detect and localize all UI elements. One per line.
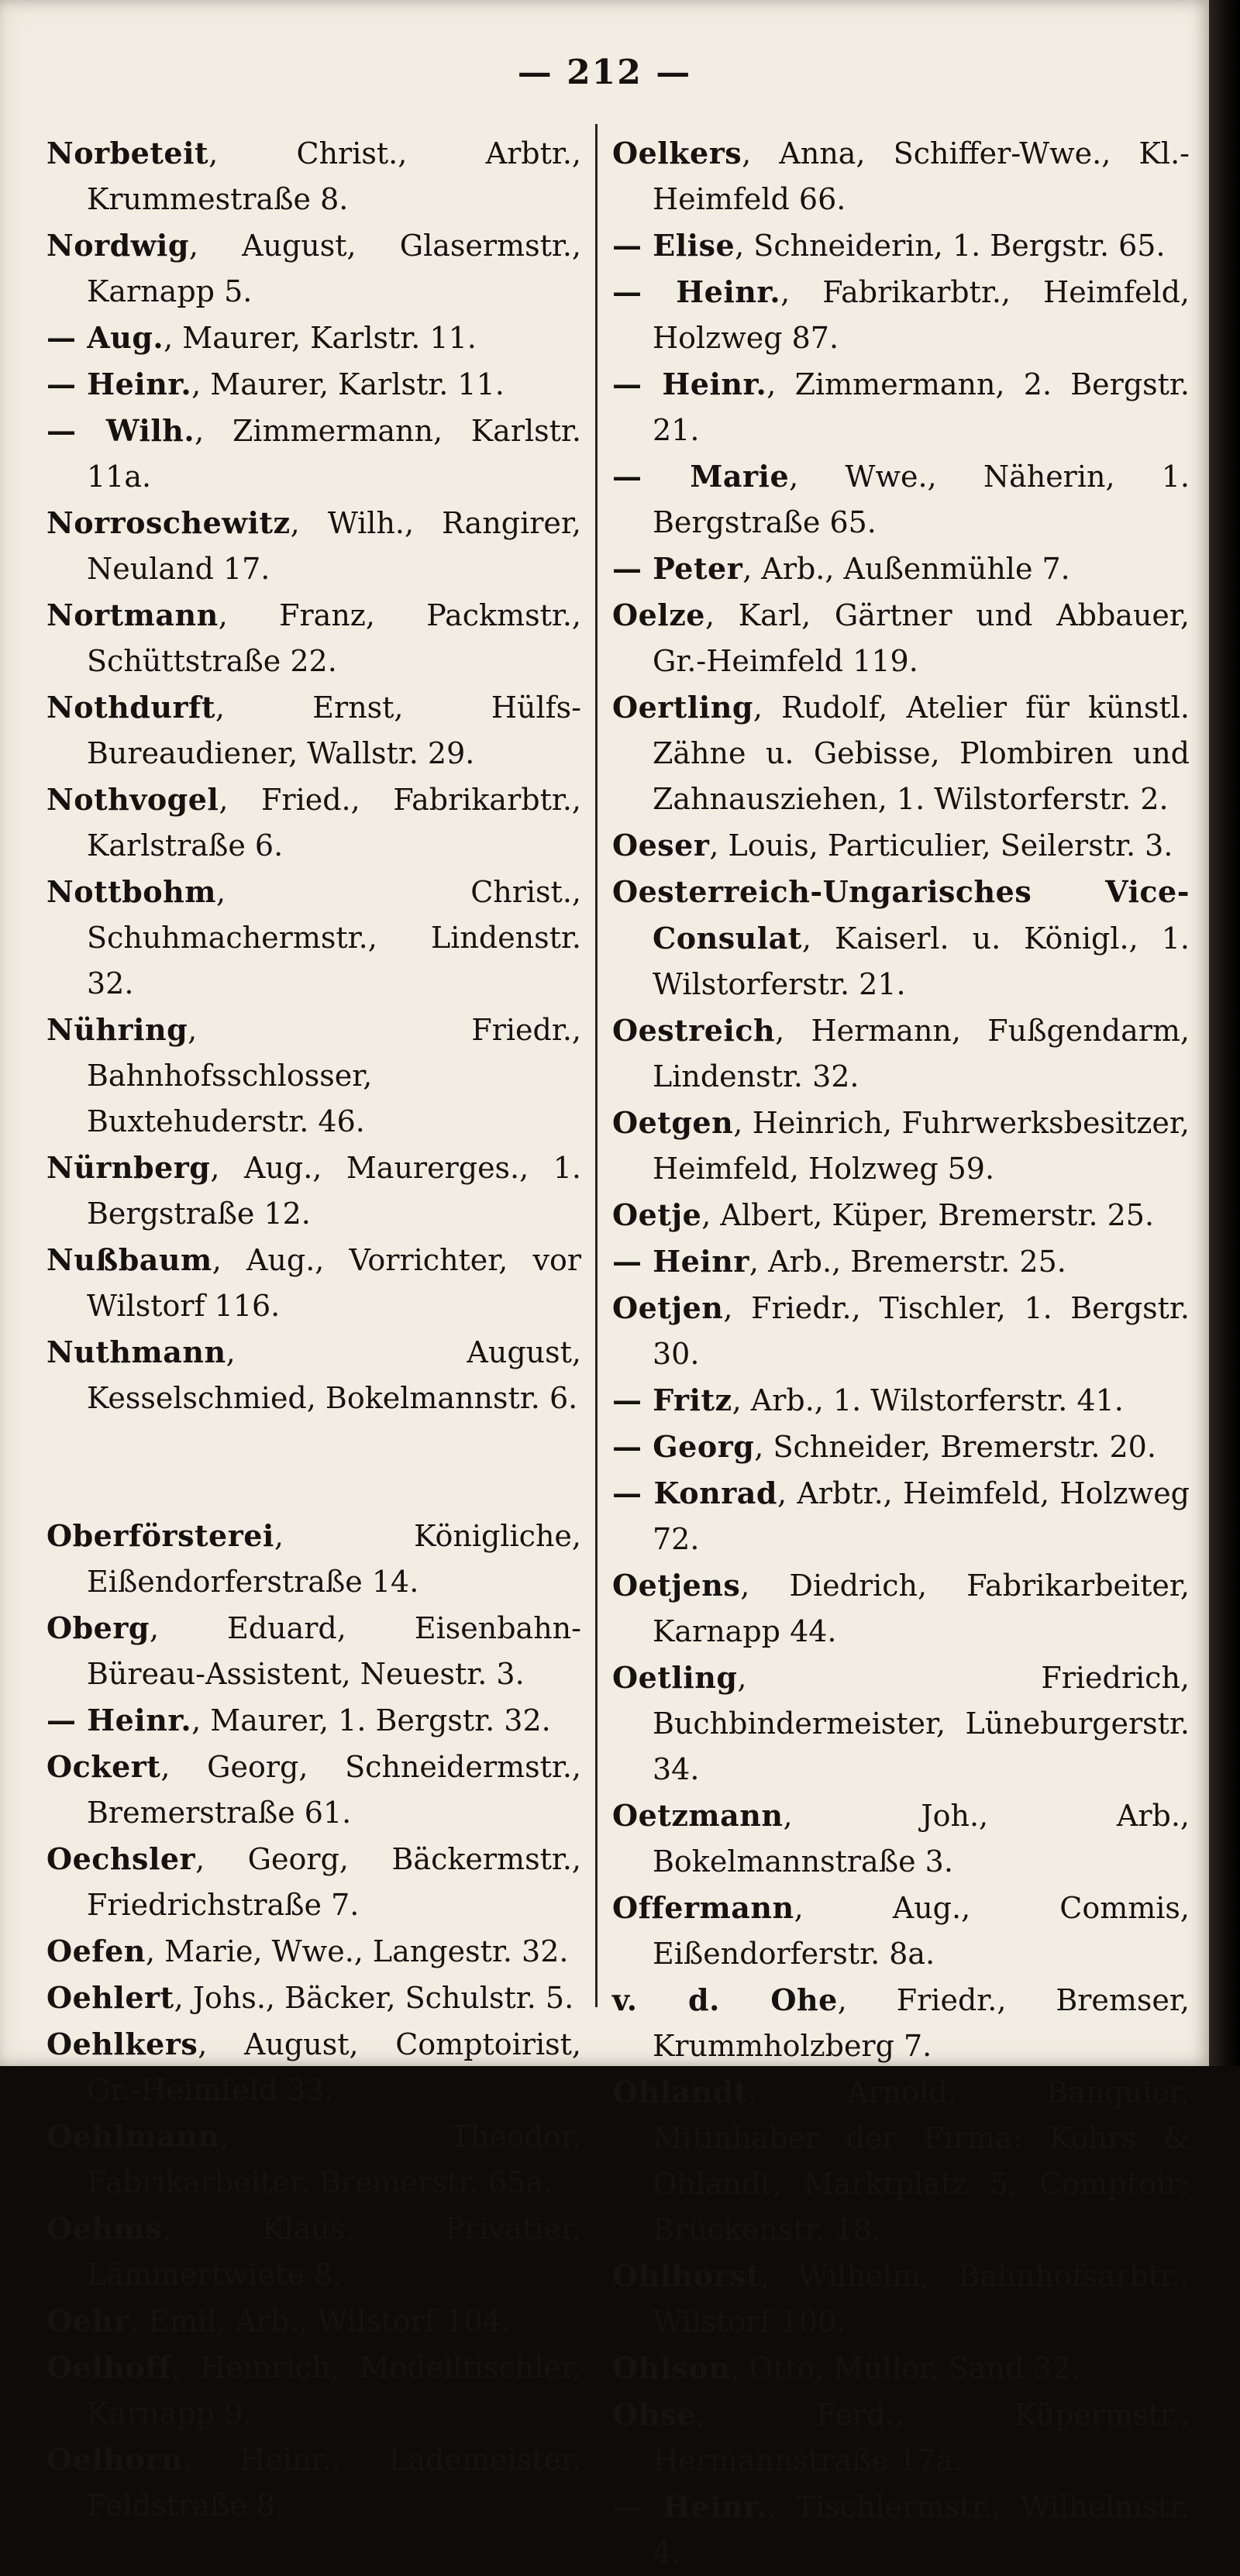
entry-name: Oberförsterei (46, 1518, 274, 1553)
entry-details: , Maurer, Karlstr. 11. (164, 321, 477, 355)
directory-entry (612, 1470, 1190, 1562)
directory-entry (46, 1237, 581, 1329)
entry-details: , Karl, Gärtner und Abbauer, Gr.-Heimfeld 119. (653, 598, 1190, 678)
directory-entry (46, 1697, 581, 1744)
entry-name: — Heinr. (46, 1703, 192, 1737)
right-column (612, 130, 1190, 2576)
entry-details: , Friedr., Bahnhofsschlosser, Buxtehuderstr. 46. (87, 1013, 581, 1138)
entry-details: , Klaus, Privatier, Lämmertwiete 8. (87, 2212, 581, 2292)
section-gap (46, 1421, 581, 1513)
directory-entry (612, 2253, 1190, 2345)
directory-entry (612, 1655, 1190, 1793)
entry-details: , Maurer, Karlstr. 11. (191, 367, 505, 401)
directory-entry (612, 361, 1190, 453)
directory-entry (612, 1238, 1190, 1285)
right-group-o (612, 130, 1190, 2576)
directory-entry (46, 1836, 581, 1928)
directory-entry (612, 453, 1190, 546)
entry-name: — Heinr. (612, 367, 767, 401)
entry-details: , Joh., Arb., Bokelmannstraße 3. (653, 1799, 1190, 1879)
directory-entry (612, 1424, 1190, 1470)
directory-entry (612, 1285, 1190, 1377)
entry-details: , Diedrich, Fabrikarbeiter, Karnapp 44. (653, 1569, 1190, 1648)
page-edge-shadow (1209, 0, 1240, 2066)
entry-name: Oeser (612, 828, 710, 863)
directory-entry (612, 2069, 1190, 2253)
entry-name: Nothvogel (46, 782, 219, 817)
entry-name: Oehlmann (46, 2119, 220, 2154)
entry-details: , Friedr., Bremser, Krummholzberg 7. (653, 1983, 1190, 2063)
directory-entry (46, 2206, 581, 2298)
entry-name: Oelhorn (46, 2442, 183, 2477)
entry-name: Oesterreich-Ungarisches Vice-Consulat (612, 874, 1190, 956)
directory-entry (46, 361, 581, 408)
entry-name: Oelhoff (46, 2350, 171, 2385)
directory-entry (612, 684, 1190, 822)
directory-entry (46, 777, 581, 869)
entry-details: , Johs., Bäcker, Schulstr. 5. (174, 1981, 574, 2015)
entry-name: Nortmann (46, 598, 219, 632)
entry-name: Oetgen (612, 1105, 734, 1140)
directory-entry (46, 500, 581, 592)
entry-details: , Aug., Maurerges., 1. Bergstraße 12. (87, 1151, 581, 1231)
entry-name: v. d. Ohe (612, 1982, 838, 2017)
entry-name: Nothdurft (46, 690, 215, 725)
entry-details: , Friedrich, Buchbindermeister, Lüneburgerstr. 34. (653, 1661, 1190, 1786)
page-number: — 212 — (517, 53, 692, 92)
entry-details: , Tischlermstr., Wilhelmstr. 4. (653, 2490, 1190, 2570)
entry-name: — Heinr (612, 1244, 749, 1279)
directory-entry (612, 2484, 1190, 2576)
entry-name: Nußbaum (46, 1242, 212, 1277)
directory-entry (46, 592, 581, 684)
directory-entry (46, 2113, 581, 2206)
entry-name: Ohlson (612, 2350, 731, 2385)
entry-details: , Ferd., Küpermstr., Hermannstraße 17a. (653, 2398, 1190, 2478)
entry-name: Oberg (46, 1610, 150, 1645)
entry-name: Ockert (46, 1749, 161, 1784)
entry-name: Oestreich (612, 1013, 776, 1048)
entry-name: — Georg (612, 1429, 755, 1464)
directory-entry (612, 1562, 1190, 1655)
directory-entry (612, 1977, 1190, 2069)
directory-entry (46, 130, 581, 222)
entry-name: Nottbohm (46, 874, 216, 909)
directory-entry (46, 315, 581, 361)
entry-details: , Rudolf, Atelier für künstl. Zähne u. Gebisse, Plombiren und Zahnausziehen, 1. Wilstorferstr. 2. (653, 690, 1190, 816)
directory-entry (612, 1885, 1190, 1977)
directory-entry (46, 1605, 581, 1697)
entry-details: , Fried., Fabrikarbtr., Karlstraße 6. (87, 783, 581, 863)
directory-entry (612, 1192, 1190, 1238)
entry-details: , August, Comptoirist, Gr.-Heimfeld 33. (87, 2027, 581, 2107)
directory-entry (46, 408, 581, 500)
directory-entry (46, 1744, 581, 1836)
entry-name: Offermann (612, 1890, 794, 1925)
entry-name: Oetjen (612, 1290, 724, 1325)
entry-name: — Heinr. (612, 274, 781, 309)
entry-name: — Marie (612, 459, 790, 494)
entry-name: — Elise (612, 228, 735, 263)
entry-details: , Schneider, Bremerstr. 20. (754, 1430, 1156, 1464)
directory-entry (612, 822, 1190, 869)
entry-name: — Fritz (612, 1383, 732, 1417)
entry-name: — Heinr. (612, 2489, 767, 2524)
directory-entry (612, 869, 1190, 1007)
entry-details: , Heinr., Lademeister, Feldstraße 8. (87, 2443, 581, 2523)
entry-details: , August, Glasermstr., Karnapp 5. (87, 229, 581, 308)
entry-name: Oetjens (612, 1568, 741, 1603)
left-group-n (46, 130, 581, 1421)
entry-details: , Kaiserl. u. Königl., 1. Wilstorferstr. 21. (653, 921, 1190, 1001)
entry-details: , Hermann, Fußgendarm, Lindenstr. 32. (653, 1014, 1190, 1093)
entry-details: , Schneiderin, 1. Bergstr. 65. (735, 229, 1166, 263)
entry-details: , Friedr., Tischler, 1. Bergstr. 30. (653, 1291, 1190, 1371)
directory-entry (46, 869, 581, 1007)
entry-details: , Arb., Bremerstr. 25. (749, 1245, 1066, 1279)
directory-entry (46, 2344, 581, 2437)
entry-details: , Zimmermann, 2. Bergstr. 21. (653, 367, 1190, 447)
left-column (46, 130, 581, 2529)
directory-entry (612, 2345, 1190, 2392)
entry-details: , Zimmermann, Karlstr. 11a. (87, 414, 581, 494)
entry-name: Nürnberg (46, 1150, 211, 1185)
entry-details: , Königliche, Eißendorferstraße 14. (87, 1519, 581, 1599)
directory-entry (612, 1100, 1190, 1192)
entry-name: Oehms (46, 2211, 163, 2246)
directory-entry (612, 2392, 1190, 2484)
entry-name: Nuthmann (46, 1334, 226, 1369)
directory-entry (612, 222, 1190, 269)
entry-name: Nordwig (46, 228, 189, 263)
entry-name: — Aug. (46, 320, 164, 355)
entry-details: , Aug., Vorrichter, vor Wilstorf 116. (87, 1243, 581, 1323)
directory-entry (612, 592, 1190, 684)
entry-name: — Peter (612, 551, 743, 586)
entry-name: Oechsler (46, 1841, 196, 1876)
entry-details: , Albert, Küper, Bremerstr. 25. (701, 1198, 1155, 1232)
directory-entry (46, 1928, 581, 1975)
entry-details: , Wwe., Näherin, 1. Bergstraße 65. (653, 460, 1190, 539)
entry-details: , Theodor, Fabrikarbeiter, Bremerstr. 65a. (87, 2120, 581, 2199)
directory-entry (46, 222, 581, 315)
directory-entry (612, 546, 1190, 592)
directory-entry (612, 269, 1190, 361)
entry-details: , Fabrikarbtr., Heimfeld, Holzweg 87. (653, 275, 1190, 355)
entry-details: , Georg, Schneidermstr., Bremerstraße 61. (87, 1750, 581, 1830)
entry-details: , August, Kesselschmied, Bokelmannstr. 6. (87, 1335, 581, 1415)
entry-details: , Arbtr., Heimfeld, Holzweg 72. (653, 1476, 1190, 1556)
entry-name: Oefen (46, 1934, 146, 1968)
entry-name: Oehlkers (46, 2027, 198, 2061)
entry-details: , Emil, Arb., Wilstorf 104. (129, 2304, 511, 2338)
entry-name: Ohse (612, 2397, 697, 2432)
entry-details: , Louis, Particulier, Seilerstr. 3. (709, 828, 1173, 863)
entry-name: Oertling (612, 690, 753, 725)
entry-name: Oetling (612, 1660, 738, 1695)
directory-entry (612, 1007, 1190, 1100)
directory-entry (46, 1975, 581, 2021)
directory-entry (46, 684, 581, 777)
column-divider (595, 124, 598, 2007)
entry-details: , Wilh., Rangirer, Neuland 17. (87, 506, 581, 586)
entry-details: , Wilhelm, Bahnhofsarbtr., Wilstorf 100. (653, 2259, 1190, 2339)
entry-name: Norbeteit (46, 136, 209, 170)
left-group-o (46, 1513, 581, 2529)
directory-entry (46, 1145, 581, 1237)
entry-details: , Christ., Arbtr., Krummestraße 8. (87, 136, 581, 216)
entry-name: Ohlandt (612, 2075, 749, 2109)
entry-details: , Ernst, Hülfs-Bureaudiener, Wallstr. 29. (87, 690, 581, 770)
entry-details: , Franz, Packmstr., Schüttstraße 22. (87, 598, 581, 678)
entry-name: Oehr (46, 2303, 129, 2338)
directory-entry (46, 1513, 581, 1605)
entry-name: — Wilh. (46, 413, 195, 448)
directory-entry (46, 2437, 581, 2529)
entry-name: Oetje (612, 1197, 702, 1232)
directory-entry (46, 2021, 581, 2113)
entry-name: Oetzmann (612, 1798, 784, 1833)
entry-details: , Georg, Bäckermstr., Friedrichstraße 7. (87, 1842, 581, 1922)
directory-entry (46, 1007, 581, 1145)
entry-name: Oelkers (612, 136, 742, 170)
entry-details: , Aug., Commis, Eißendorferstr. 8a. (653, 1891, 1190, 1971)
entry-details: , Otto, Müller, Sand 32. (730, 2351, 1080, 2385)
entry-name: Oehlert (46, 1980, 174, 2015)
entry-details: , Arnold, Banquier, Mitinhaber der Firma: Kohrs & Ohlandt, Marktplatz 5, Comptoir: Brückenstr. 18. (653, 2075, 1190, 2247)
directory-entry (46, 2298, 581, 2344)
entry-name: Nühring (46, 1012, 188, 1047)
directory-entry (612, 130, 1190, 222)
entry-name: — Heinr. (46, 367, 192, 401)
directory-entry (612, 1377, 1190, 1424)
entry-details: , Maurer, 1. Bergstr. 32. (191, 1703, 551, 1737)
entry-details: , Arb., Außenmühle 7. (742, 552, 1070, 586)
entry-details: , Heinrich, Fuhrwerksbesitzer, Heimfeld, Holzweg 59. (653, 1106, 1190, 1186)
entry-details: , Christ., Schuhmachermstr., Lindenstr. 32. (87, 875, 581, 1000)
entry-name: Norroschewitz (46, 505, 291, 540)
entry-details: , Arb., 1. Wilstorferstr. 41. (732, 1383, 1124, 1417)
entry-details: , Eduard, Eisenbahn-Büreau-Assistent, Neuestr. 3. (87, 1611, 581, 1691)
entry-details: , Marie, Wwe., Langestr. 32. (145, 1934, 569, 1968)
directory-entry (612, 1793, 1190, 1885)
entry-name: Ohlhorst (612, 2258, 761, 2293)
entry-details: , Anna, Schiffer-Wwe., Kl.-Heimfeld 66. (653, 136, 1190, 216)
directory-entry (46, 1329, 581, 1421)
entry-details: , Heinrich, Modelltischler, Karnapp 9. (87, 2350, 581, 2430)
entry-name: — Konrad (612, 1476, 777, 1510)
entry-name: Oelze (612, 598, 705, 632)
